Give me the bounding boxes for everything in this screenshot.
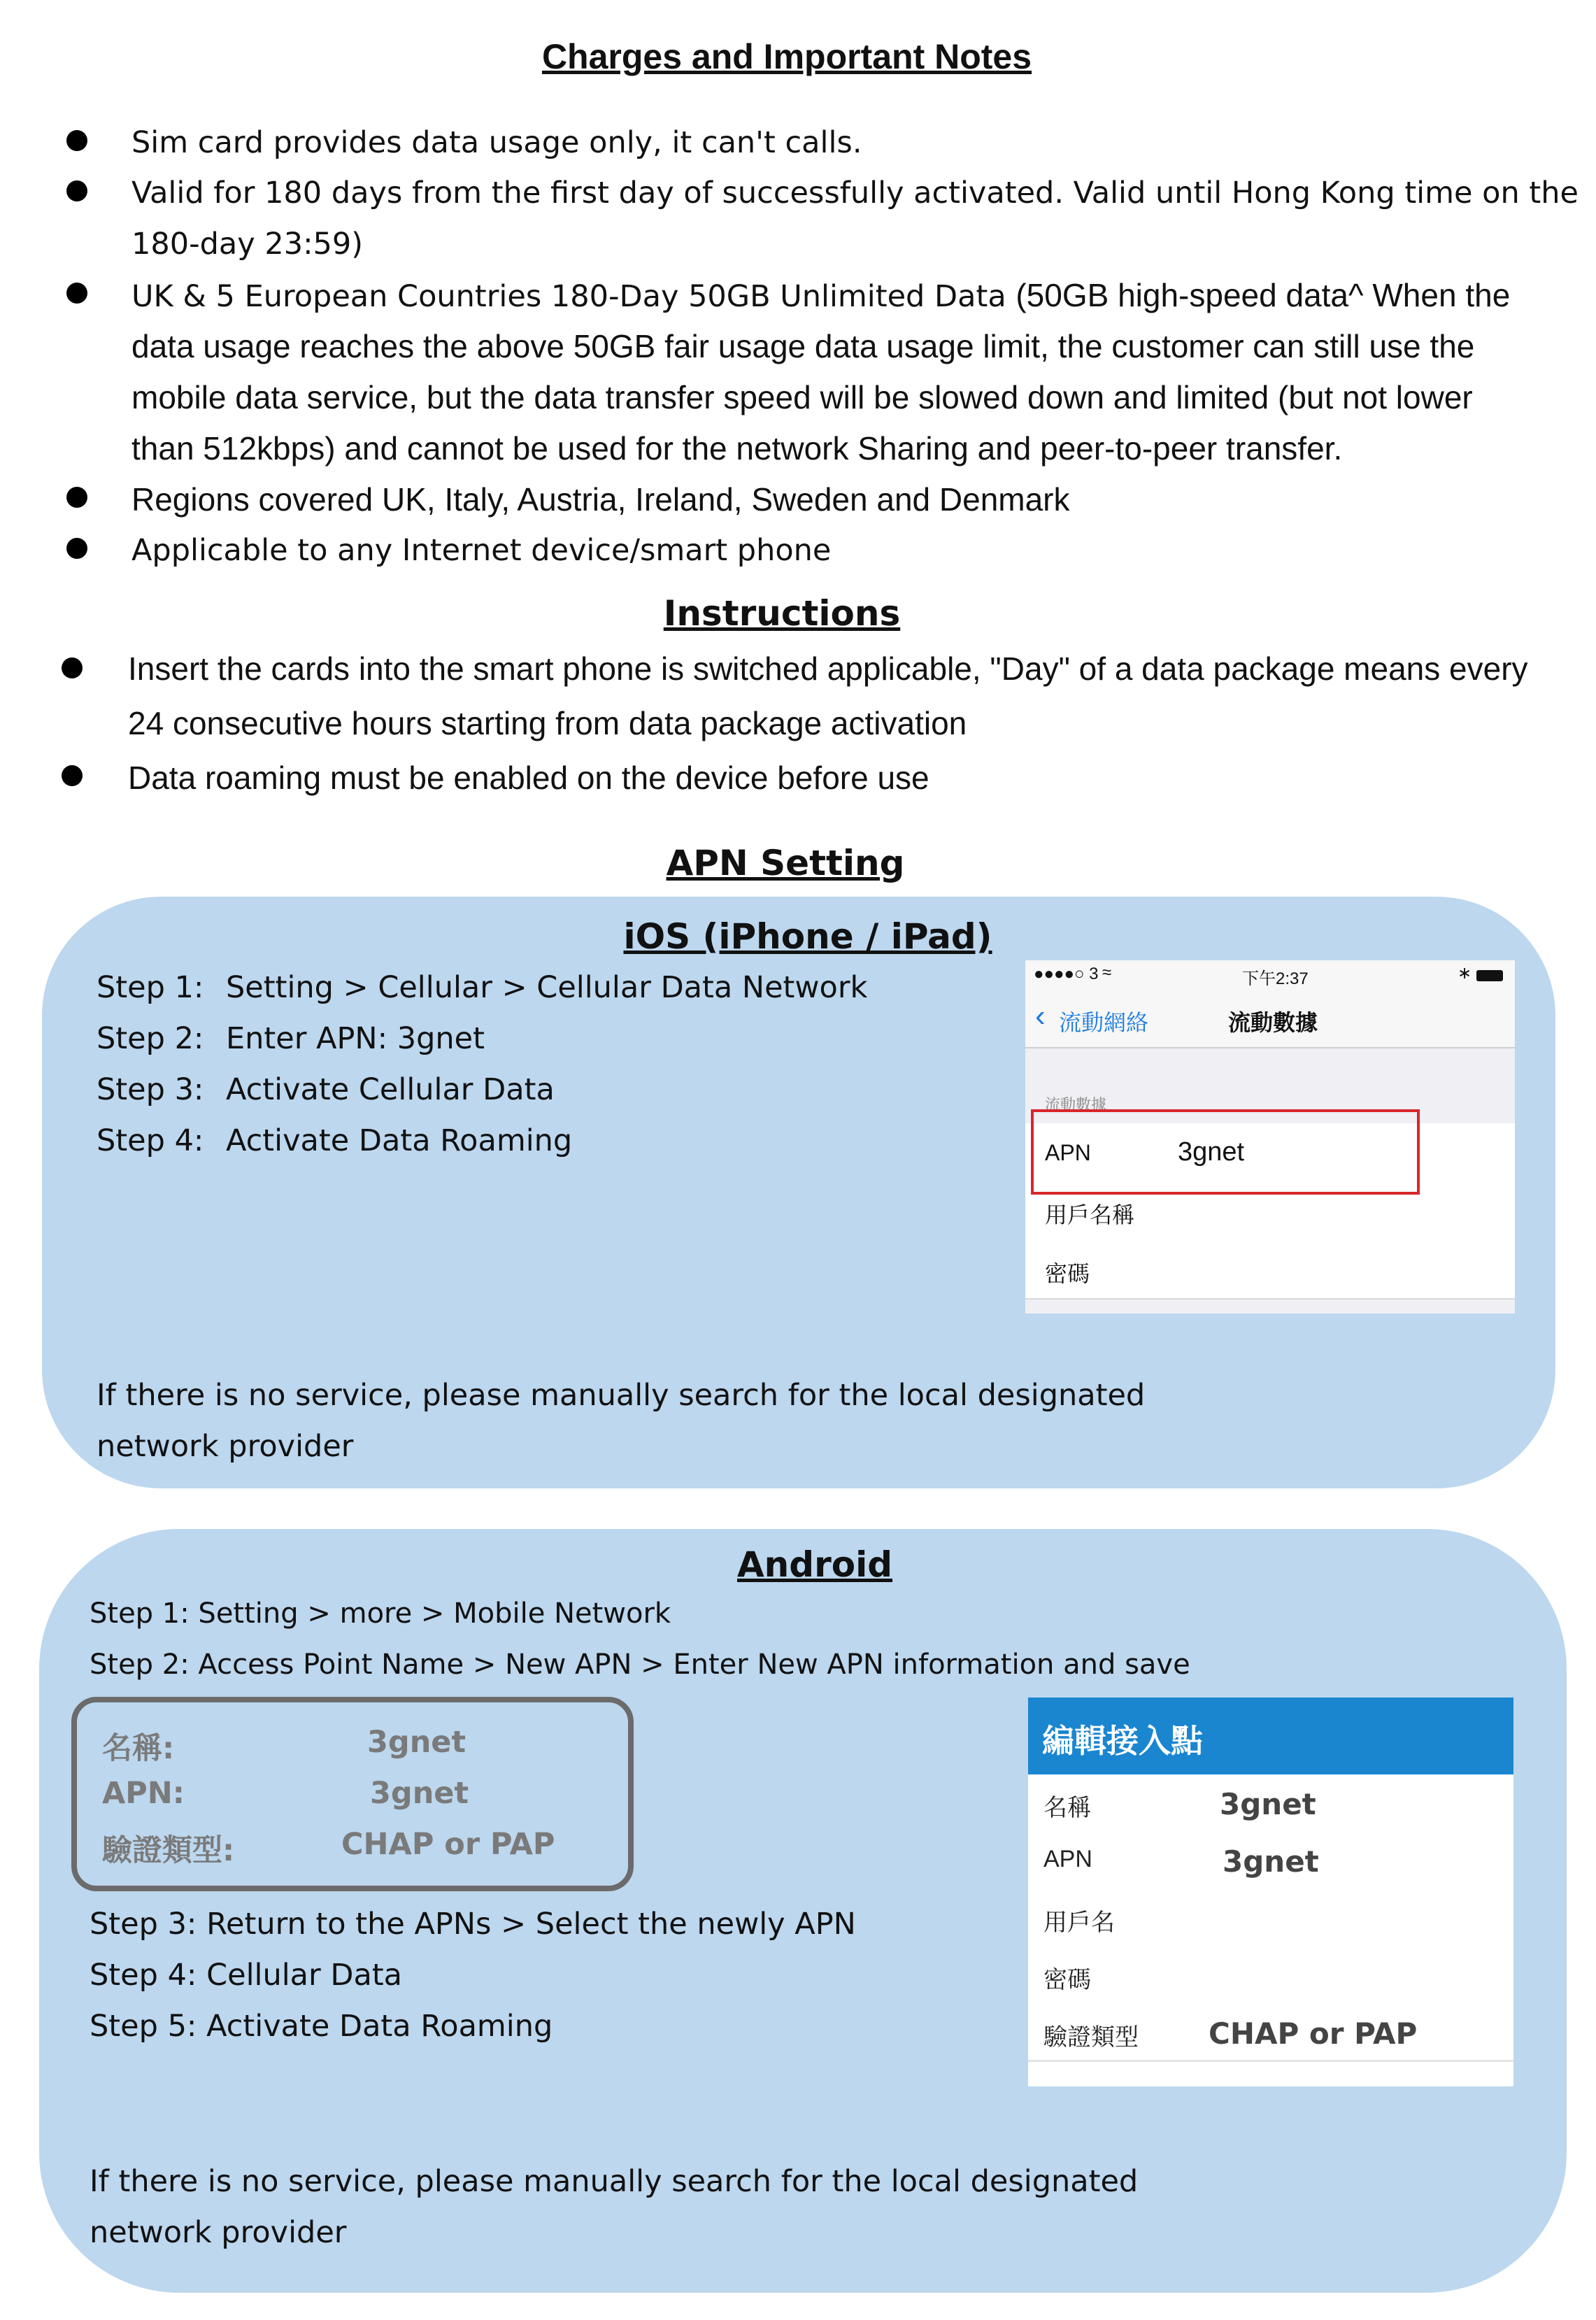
ios-step-3-num: Step 3:	[97, 1072, 204, 1107]
password-row[interactable]	[1025, 1241, 1515, 1300]
charges-bullet-3-cont-3: than 512kbps) and cannot be used for the network Sharing and peer-to-peer transfer.	[131, 430, 1343, 467]
box-auth-label: 驗證類型:	[102, 1833, 235, 1868]
charges-bullet-5: Applicable to any Internet device/smart phone	[131, 533, 832, 568]
ios-step-2-num: Step 2:	[97, 1021, 204, 1056]
android-header-title: 編輯接入點	[1042, 1723, 1203, 1759]
charges-bullet-3-cont-2: mobile data service, but the data transfer speed will be slowed down and limited (but not lower	[131, 379, 1473, 415]
android-row-password[interactable]	[1028, 1947, 1513, 2006]
bluetooth-icon: ∗	[1458, 964, 1472, 983]
ios-step-4-num: Step 4:	[97, 1123, 204, 1158]
nav-title: 流動數據	[1228, 1010, 1318, 1035]
instructions-line-1-cont: 24 consecutive hours starting from data package activation	[128, 705, 967, 741]
android-row-apn-value: 3gnet	[1223, 1844, 1319, 1879]
android-step-2: Step 2: Access Point Name > New APN > Enter New APN information and save	[90, 1649, 1190, 1681]
ios-note-line-2: network provider	[97, 1429, 354, 1464]
ios-screenshot	[1025, 960, 1515, 1314]
charges-bullet-4: Regions covered UK, Italy, Austria, Ireland, Sweden and Denmark	[131, 481, 1070, 518]
bullet	[66, 180, 87, 201]
android-row-auth-value: CHAP or PAP	[1209, 2016, 1418, 2051]
charges-bullet-3-cont-1: data usage reaches the above 50GB fair usage data usage limit, the customer can still use the	[131, 328, 1475, 364]
android-row-auth[interactable]	[1028, 2004, 1513, 2062]
bullet	[66, 130, 87, 151]
bullet	[66, 538, 87, 559]
android-step-4: Step 4: Cellular Data	[90, 1958, 403, 1993]
password-label: 密碼	[1045, 1261, 1090, 1286]
bullet	[66, 283, 87, 304]
ios-step-1-num: Step 1:	[97, 970, 204, 1005]
box-name-label: 名稱:	[102, 1731, 175, 1766]
android-step-1: Step 1: Setting > more > Mobile Network	[90, 1597, 671, 1630]
box-name-value: 3gnet	[367, 1725, 466, 1760]
ios-note-line-1: If there is no service, please manually search for the local designated	[97, 1378, 1146, 1413]
clock: 下午2:37	[1242, 969, 1309, 988]
bullet	[66, 487, 87, 508]
bullet	[62, 657, 83, 678]
android-row-name-value: 3gnet	[1220, 1787, 1316, 1821]
ios-title: iOS (iPhone / iPad)	[623, 916, 992, 957]
android-step-5: Step 5: Activate Data Roaming	[90, 2009, 553, 2044]
android-screenshot	[1028, 1698, 1513, 2086]
bullet	[62, 765, 83, 786]
android-row-auth-label: 驗證類型	[1043, 2024, 1139, 2051]
charges-bullet-3-b: (50GB high-speed data^ When the	[1016, 277, 1511, 313]
box-apn-label: APN:	[102, 1776, 185, 1811]
charges-bullet-2: Valid for 180 days from the first day of successfully activated. Valid until Hong Kong time on the	[131, 176, 1579, 211]
android-header-bar	[1028, 1698, 1513, 1774]
instructions-line-1: Insert the cards into the smart phone is switched applicable, "Day" of a data package means every	[128, 650, 1528, 687]
back-button[interactable]: 流動網絡	[1059, 1010, 1149, 1035]
instructions-line-2: Data roaming must be enabled on the device before use	[128, 760, 929, 796]
username-label: 用戶名稱	[1045, 1202, 1135, 1227]
android-row-apn[interactable]	[1028, 1832, 1513, 1891]
charges-title: Charges and Important Notes	[541, 37, 1032, 76]
charges-bullet-3	[131, 270, 1510, 322]
apn-info-box	[71, 1697, 634, 1891]
android-row-password-label: 密碼	[1043, 1967, 1091, 1993]
ios-step-2-text: Enter APN: 3gnet	[226, 1021, 485, 1056]
android-row-username[interactable]	[1028, 1889, 1513, 1949]
ios-step-3-text: Activate Cellular Data	[226, 1072, 555, 1107]
instructions-title: Instructions	[663, 593, 901, 634]
apn-value: 3gnet	[1178, 1137, 1245, 1167]
android-row-username-label: 用戶名	[1043, 1909, 1115, 1936]
charges-bullet-3-a: UK & 5 European Countries 180-Day 50GB Unlimited Data	[131, 279, 1006, 314]
nav-bar	[1025, 991, 1515, 1048]
ios-step-4-text: Activate Data Roaming	[226, 1123, 573, 1158]
back-chevron-icon[interactable]: ‹	[1035, 999, 1046, 1033]
android-note-line-2: network provider	[90, 2215, 347, 2250]
android-row-name-label: 名稱	[1043, 1795, 1091, 1821]
android-title: Android	[736, 1544, 893, 1585]
wifi-icon: ≈	[1102, 963, 1112, 982]
box-auth-value: CHAP or PAP	[341, 1827, 555, 1862]
charges-bullet-2-cont: 180-day 23:59)	[131, 227, 364, 262]
signal-indicator: ●●●●○ 3	[1034, 965, 1099, 983]
section-header: 流動數據	[1045, 1096, 1107, 1113]
apn-title: APN Setting	[666, 843, 905, 883]
ios-step-1-text: Setting > Cellular > Cellular Data Network	[226, 970, 868, 1005]
android-row-name[interactable]	[1028, 1774, 1513, 1834]
battery-icon	[1476, 970, 1503, 981]
apn-highlight-box	[1031, 1109, 1420, 1195]
status-bar	[1025, 960, 1515, 991]
android-note-line-1: If there is no service, please manually search for the local designated	[90, 2164, 1139, 2199]
box-apn-value: 3gnet	[370, 1776, 469, 1811]
apn-label: APN	[1045, 1140, 1091, 1165]
android-step-3: Step 3: Return to the APNs > Select the newly APN	[90, 1907, 856, 1942]
charges-bullet-1: Sim card provides data usage only, it can't calls.	[131, 125, 862, 160]
android-row-apn-label: APN	[1043, 1846, 1092, 1872]
